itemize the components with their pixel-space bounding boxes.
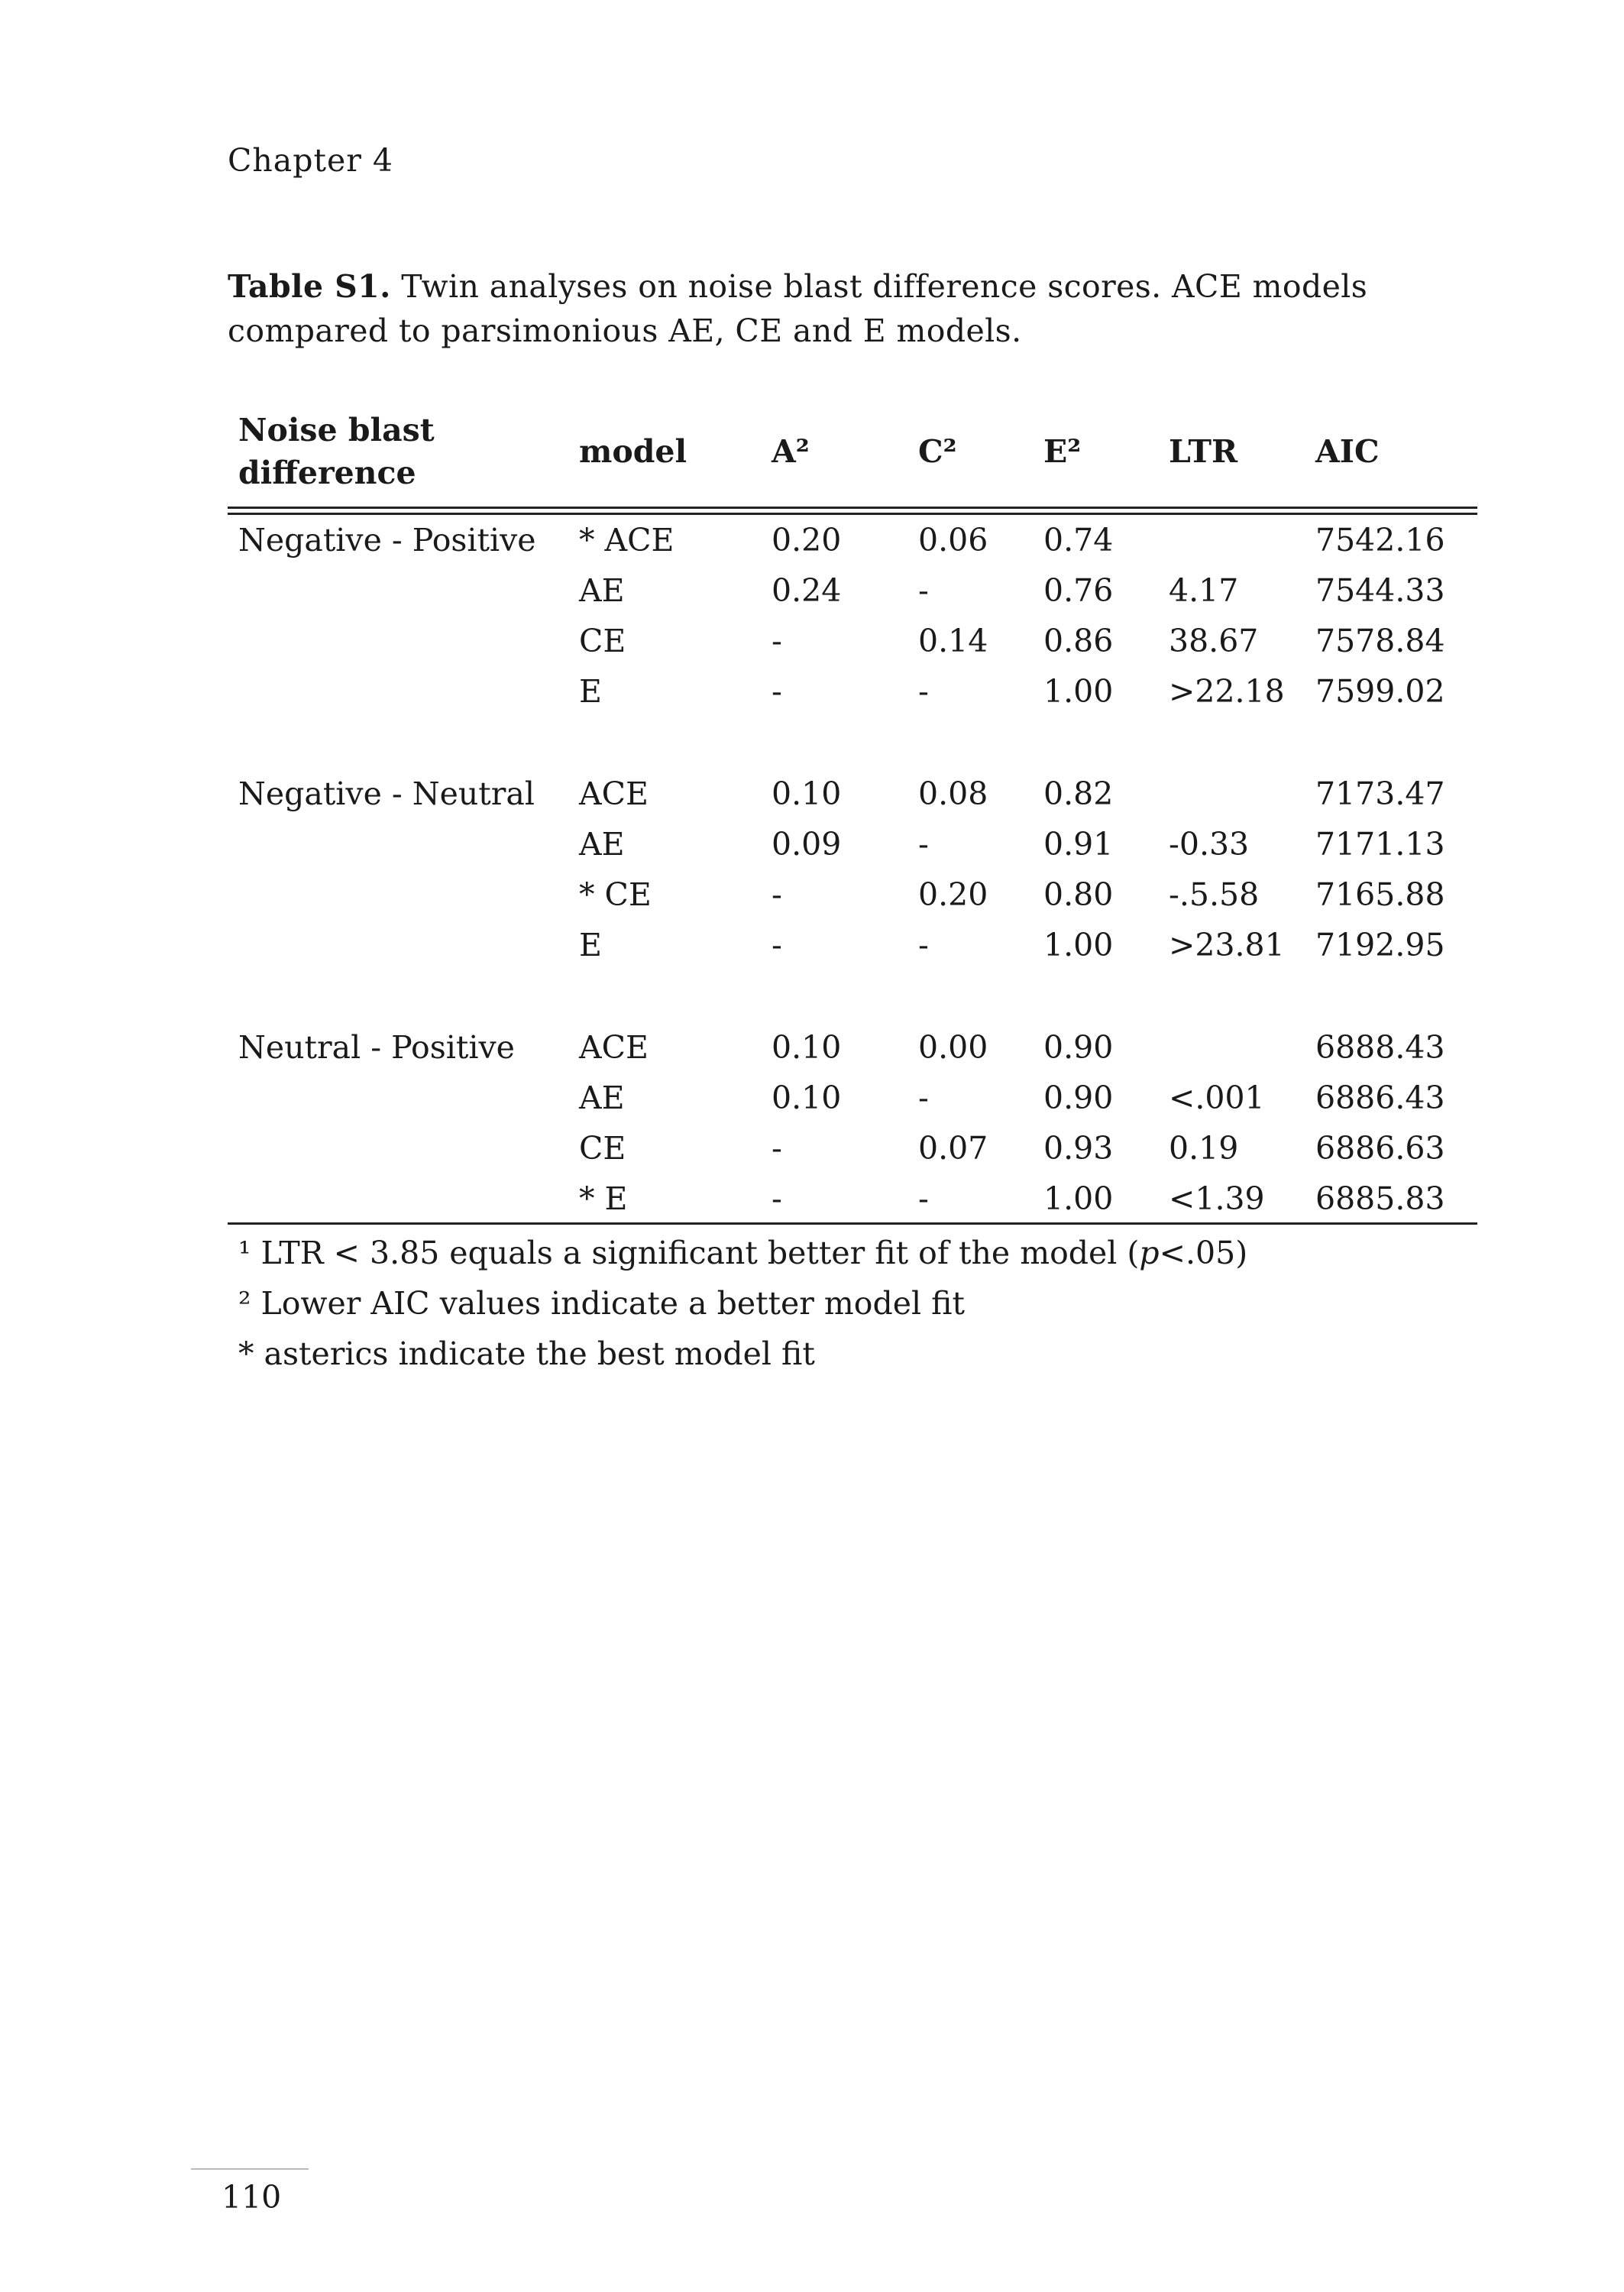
cell-aic: 7165.88 — [1315, 876, 1445, 913]
cell-a2: 0.24 — [772, 572, 842, 609]
cell-c2: - — [918, 826, 929, 863]
header-e2: E² — [1043, 433, 1082, 470]
table-row — [228, 1073, 1477, 1123]
header-aic: AIC — [1315, 433, 1380, 470]
cell-c2: - — [918, 1080, 929, 1116]
header-noise-blast-line2: difference — [238, 455, 416, 491]
cell-a2: - — [772, 1180, 782, 1217]
cell-a2: 0.10 — [772, 775, 842, 812]
cell-aic: 7578.84 — [1315, 623, 1445, 659]
group-label-negative-neutral: Negative - Neutral — [238, 775, 535, 812]
cell-ltr: 38.67 — [1169, 623, 1259, 659]
header-c2: C² — [918, 433, 957, 470]
cell-c2: 0.07 — [918, 1130, 988, 1167]
cell-aic: 7544.33 — [1315, 572, 1445, 609]
header-a2: A² — [772, 433, 810, 470]
cell-model: E — [579, 673, 602, 710]
cell-model: * CE — [579, 876, 652, 913]
table-label: Table S1. — [228, 268, 391, 305]
group-label-neutral-positive: Neutral - Positive — [238, 1029, 515, 1066]
cell-ltr: >23.81 — [1169, 927, 1285, 963]
table-row — [228, 616, 1477, 666]
table-row — [228, 869, 1477, 920]
table-row — [228, 819, 1477, 869]
cell-e2: 0.90 — [1043, 1029, 1114, 1066]
page-number: 110 — [222, 2179, 282, 2216]
cell-ltr: -.5.58 — [1169, 876, 1260, 913]
table-row — [228, 1123, 1477, 1174]
cell-a2: - — [772, 927, 782, 963]
cell-model: AE — [579, 826, 625, 863]
header-ltr: LTR — [1169, 433, 1238, 470]
cell-ltr: <.001 — [1169, 1080, 1265, 1116]
cell-model: * E — [579, 1180, 628, 1217]
cell-aic: 6886.63 — [1315, 1130, 1445, 1167]
cell-aic: 7542.16 — [1315, 522, 1445, 558]
cell-e2: 1.00 — [1043, 927, 1114, 963]
note-aic: ² Lower AIC values indicate a better model fit — [238, 1285, 965, 1322]
cell-e2: 1.00 — [1043, 1180, 1114, 1217]
table-row — [228, 920, 1477, 970]
cell-ltr: 0.19 — [1169, 1130, 1239, 1167]
cell-a2: 0.09 — [772, 826, 842, 863]
table-row — [228, 1022, 1477, 1073]
cell-ltr: 4.17 — [1169, 572, 1239, 609]
cell-a2: 0.20 — [772, 522, 842, 558]
cell-a2: - — [772, 1130, 782, 1167]
cell-model: ACE — [579, 1029, 649, 1066]
table-row — [228, 666, 1477, 717]
note-asterisk: * asterics indicate the best model fit — [238, 1335, 815, 1372]
cell-c2: 0.14 — [918, 623, 988, 659]
cell-e2: 0.76 — [1043, 572, 1114, 609]
note-ltr-end: <.05) — [1159, 1235, 1248, 1271]
cell-aic: 6886.43 — [1315, 1080, 1445, 1116]
cell-c2: - — [918, 673, 929, 710]
cell-ltr: <1.39 — [1169, 1180, 1265, 1217]
group-label-negative-positive: Negative - Positive — [238, 522, 536, 558]
header-noise-blast — [238, 402, 435, 501]
cell-ltr: -0.33 — [1169, 826, 1250, 863]
chapter-header: Chapter 4 — [228, 142, 393, 179]
caption-text: Twin analyses on noise blast difference scores. ACE models compared to parsimonious AE, CE and E models. — [228, 268, 1368, 349]
table-body — [228, 515, 1477, 1222]
cell-a2: - — [772, 876, 782, 913]
cell-c2: 0.00 — [918, 1029, 988, 1066]
cell-e2: 0.93 — [1043, 1130, 1114, 1167]
header-model: model — [579, 433, 687, 470]
note-p-symbol: p — [1139, 1235, 1160, 1271]
cell-ltr: >22.18 — [1169, 673, 1285, 710]
cell-aic: 7171.13 — [1315, 826, 1445, 863]
cell-model: AE — [579, 1080, 625, 1116]
cell-c2: - — [918, 927, 929, 963]
table-header-row — [228, 402, 1477, 501]
table-row — [228, 769, 1477, 819]
cell-e2: 0.90 — [1043, 1080, 1114, 1116]
footer-rule — [191, 2168, 309, 2170]
cell-c2: 0.06 — [918, 522, 988, 558]
cell-e2: 0.74 — [1043, 522, 1114, 558]
note-ltr-text: ¹ LTR < 3.85 equals a significant better fit of the model ( — [238, 1235, 1140, 1271]
header-noise-blast-line1: Noise blast — [238, 412, 435, 448]
note-ltr — [238, 1228, 1477, 1278]
cell-e2: 0.86 — [1043, 623, 1114, 659]
cell-e2: 0.80 — [1043, 876, 1114, 913]
cell-model: E — [579, 927, 602, 963]
cell-c2: - — [918, 1180, 929, 1217]
cell-model: AE — [579, 572, 625, 609]
cell-c2: - — [918, 572, 929, 609]
cell-a2: 0.10 — [772, 1029, 842, 1066]
cell-aic: 7192.95 — [1315, 927, 1445, 963]
cell-a2: - — [772, 673, 782, 710]
cell-e2: 1.00 — [1043, 673, 1114, 710]
cell-a2: - — [772, 623, 782, 659]
cell-c2: 0.08 — [918, 775, 988, 812]
cell-aic: 7599.02 — [1315, 673, 1445, 710]
cell-model: ACE — [579, 775, 649, 812]
cell-model: CE — [579, 1130, 626, 1167]
table-row — [228, 565, 1477, 616]
header-double-rule — [228, 507, 1477, 515]
table-notes — [228, 1225, 1477, 1379]
table-row — [228, 515, 1477, 565]
cell-e2: 0.91 — [1043, 826, 1114, 863]
cell-aic: 7173.47 — [1315, 775, 1445, 812]
cell-model: * ACE — [579, 522, 675, 558]
results-table — [228, 402, 1477, 1379]
table-row — [228, 1174, 1477, 1224]
table-caption — [228, 264, 1488, 353]
cell-e2: 0.82 — [1043, 775, 1114, 812]
cell-a2: 0.10 — [772, 1080, 842, 1116]
cell-model: CE — [579, 623, 626, 659]
cell-aic: 6888.43 — [1315, 1029, 1445, 1066]
cell-aic: 6885.83 — [1315, 1180, 1445, 1217]
cell-c2: 0.20 — [918, 876, 988, 913]
